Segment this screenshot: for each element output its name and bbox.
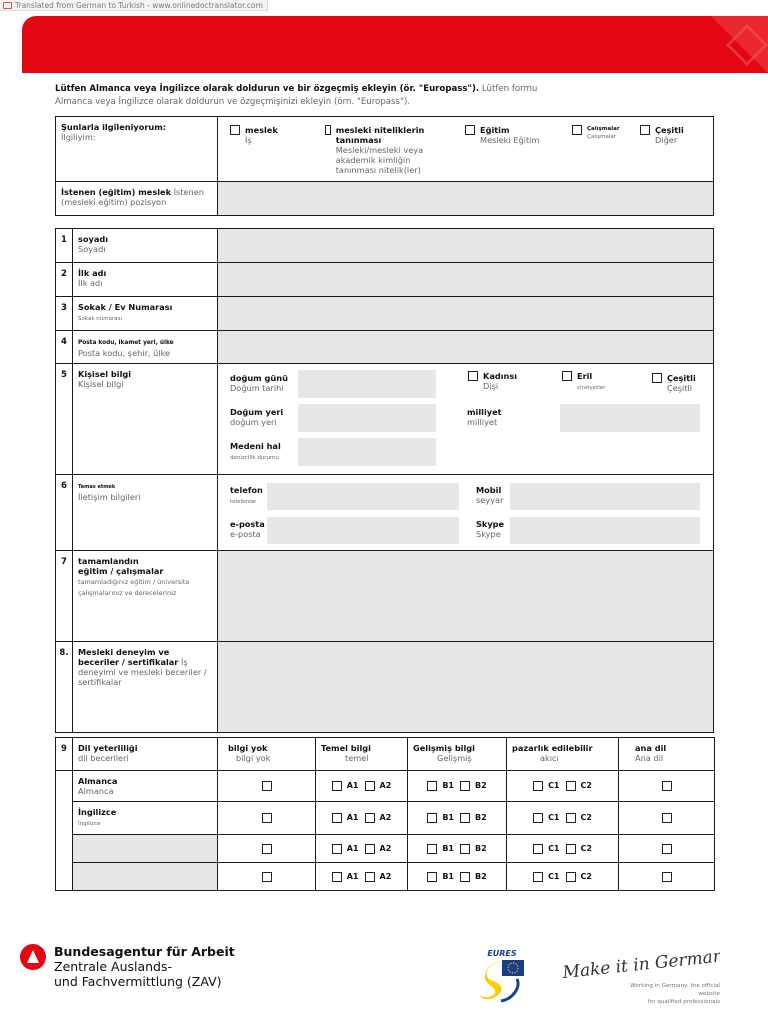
ba-line-3: und Fachvermittlung (ZAV) [54, 974, 222, 989]
language-bold: Dil yeterliliği [78, 743, 138, 753]
b1-checkbox[interactable] [427, 781, 437, 791]
desired-gray: İstenen (mesleki eğitim) pozisyon [61, 187, 204, 207]
no-knowledge-checkbox[interactable] [262, 781, 272, 791]
c2-label: C2 [580, 813, 592, 822]
option-female[interactable] [468, 371, 517, 391]
option-studies[interactable] [572, 125, 632, 141]
c2-checkbox[interactable] [566, 781, 576, 791]
a1-label: A1 [346, 813, 359, 822]
phone-gray: telefonlar [230, 499, 257, 505]
language-english-bold: İngilizce [78, 807, 117, 817]
b1-checkbox[interactable] [427, 813, 437, 823]
b2-checkbox[interactable] [460, 813, 470, 823]
intro-gray-1: Lütfen formu [479, 84, 538, 94]
b1-label: B1 [442, 781, 454, 790]
dob-gray: Doğum tarihi [230, 383, 284, 393]
skype-label: Skype [476, 519, 505, 529]
b2-checkbox[interactable] [460, 844, 470, 854]
phone-field[interactable] [267, 483, 459, 510]
a2-checkbox[interactable] [365, 872, 375, 882]
education-bold-1: tamamlandın [78, 556, 139, 566]
no-knowledge-checkbox[interactable] [262, 813, 272, 823]
language-label [73, 738, 218, 771]
language-name [73, 802, 218, 835]
personal-gray: Kişisel bilgi [78, 379, 124, 389]
language-row [56, 771, 715, 802]
contact-bold: Temas etmek [78, 484, 116, 490]
header-native-bold: ana dil [635, 743, 667, 753]
pob-field[interactable] [298, 404, 436, 432]
nationality-label: milliyet [467, 407, 502, 417]
female-checkbox[interactable] [468, 371, 478, 381]
dob-label: doğum günü [230, 373, 288, 383]
a2-checkbox[interactable] [365, 781, 375, 791]
marital-field[interactable] [298, 438, 436, 466]
native-checkbox[interactable] [662, 781, 672, 791]
postcode-gray: Posta kodu, şehir, ülke [78, 348, 171, 358]
male-checkbox[interactable] [562, 371, 572, 381]
option-male[interactable] [562, 371, 605, 393]
b2-label: B2 [475, 781, 487, 790]
row-number: 2 [56, 263, 73, 297]
b1-checkbox[interactable] [427, 872, 437, 882]
b2-label: B2 [475, 813, 487, 822]
ba-line-2: Zentrale Auslands- [54, 959, 173, 974]
b2-label: B2 [475, 871, 487, 881]
c1-checkbox[interactable] [533, 844, 543, 854]
language-row [56, 835, 715, 863]
row-number: 5 [56, 364, 73, 475]
translator-icon [3, 2, 12, 9]
a2-label: A2 [379, 781, 392, 790]
c1-checkbox[interactable] [533, 781, 543, 791]
experience-gray: İş deneyimi ve mesleki beceriler / sertifikalar [78, 657, 207, 687]
interest-options [218, 117, 714, 182]
c1-label: C1 [548, 813, 560, 822]
skype-field[interactable] [510, 517, 700, 544]
header-none [218, 738, 316, 771]
a1-label: A1 [346, 871, 359, 881]
marital-label: Medeni hal [230, 441, 281, 451]
header-fluent [507, 738, 619, 771]
language-row [56, 802, 715, 835]
studies-label-gray: Çalışmalar [587, 134, 617, 140]
interest-label-gray: İlgiliyim: [61, 132, 96, 142]
postcode-field[interactable] [218, 331, 714, 364]
make-it-in-germany-logo [560, 942, 720, 1005]
header-advanced [408, 738, 507, 771]
mig-script: Make it in Germany [561, 945, 720, 982]
male-label: Eril [577, 371, 593, 381]
c2-checkbox[interactable] [566, 844, 576, 854]
firstname-field[interactable] [218, 263, 714, 297]
b1-label: B1 [442, 843, 454, 853]
no-knowledge-checkbox[interactable] [262, 872, 272, 882]
c1-label: C1 [548, 871, 560, 881]
row-number: 7 [56, 551, 73, 642]
c2-checkbox[interactable] [566, 813, 576, 823]
firstname-label [73, 263, 218, 297]
mobile-label: Mobil [476, 485, 502, 495]
language-name-field[interactable] [73, 863, 218, 891]
education-field[interactable] [218, 551, 714, 642]
row-number-spacer [56, 771, 73, 891]
training-label-gray: Mesleki Eğitim [480, 135, 540, 145]
personal-table [55, 228, 714, 733]
personal-bold: Kişisel bilgi [78, 369, 132, 379]
other-label: Çeşitli [655, 125, 684, 135]
option-diverse[interactable] [652, 373, 696, 393]
email-gray: e-posta [230, 529, 261, 539]
c1-checkbox[interactable] [533, 872, 543, 882]
intro-gray-2: Almanca veya İngilizce olarak doldurun ve özgeçmişinizi ekleyin (örn. "Europass"). [55, 96, 411, 107]
a1-checkbox[interactable] [332, 781, 342, 791]
nationality-field[interactable] [560, 404, 700, 432]
header-advanced-gray: Gelişmiş [437, 753, 472, 763]
interest-label-cell [56, 117, 218, 182]
email-label: e-posta [230, 519, 265, 529]
b2-label: B2 [475, 843, 487, 853]
dob-field[interactable] [298, 370, 436, 398]
desired-bold: İstenen (eğitim) meslek [61, 187, 172, 197]
street-gray: Sokak numarası [78, 316, 122, 322]
a2-checkbox[interactable] [365, 813, 375, 823]
header-native [619, 738, 715, 771]
header-native-gray: Ana dil [635, 753, 664, 763]
diverse-label: Çeşitli [667, 373, 696, 383]
c2-checkbox[interactable] [566, 872, 576, 882]
nationality-gray: milliyet [467, 417, 498, 427]
studies-checkbox[interactable] [572, 125, 582, 135]
a1-checkbox[interactable] [332, 813, 342, 823]
surname-field[interactable] [218, 229, 714, 263]
education-label [73, 551, 218, 642]
recognition-label: mesleki niteliklerin tanınması [335, 125, 425, 145]
personal-details [218, 364, 714, 475]
native-checkbox[interactable] [662, 844, 672, 854]
language-gray: dil becerileri [78, 753, 129, 763]
header-basic [316, 738, 408, 771]
training-label: Eğitim [480, 125, 510, 135]
postcode-label [73, 331, 218, 364]
row-number: 1 [56, 229, 73, 263]
experience-field[interactable] [218, 642, 714, 733]
language-name [73, 771, 218, 802]
pob-label: Doğum yeri [230, 407, 284, 417]
contact-label [73, 475, 218, 551]
language-row [56, 863, 715, 891]
a2-label: A2 [379, 813, 392, 822]
language-name-field[interactable] [73, 835, 218, 863]
mig-tagline-2: for qualified professionals [647, 999, 720, 1005]
recognition-label-gray: Mesleki/mesleki veya akademik kimliğin tanınması nitelik(ler) [335, 145, 424, 175]
mobile-gray: seyyar [476, 495, 504, 505]
intro-text [55, 83, 715, 108]
row-number: 4 [56, 331, 73, 364]
no-knowledge-checkbox[interactable] [262, 844, 272, 854]
street-bold: Sokak / Ev Numarası [78, 302, 173, 312]
street-field[interactable] [218, 297, 714, 331]
experience-label [73, 642, 218, 733]
b2-checkbox[interactable] [460, 872, 470, 882]
c2-label: C2 [580, 843, 592, 853]
diverse-checkbox[interactable] [652, 373, 662, 383]
other-label-gray: Diğer [655, 135, 678, 145]
language-german-bold: Almanca [78, 776, 118, 786]
ba-logo [20, 944, 235, 989]
interest-table [55, 116, 714, 216]
interest-label: Şunlarla ilgileniyorum: [61, 122, 167, 132]
header-none-bold: bilgi yok [228, 743, 268, 753]
recognition-checkbox[interactable] [325, 125, 331, 135]
female-label: Kadınsı [483, 371, 518, 381]
c1-checkbox[interactable] [533, 813, 543, 823]
female-gray: Dişi [483, 381, 499, 391]
male-gray: cinsiyetler [577, 385, 606, 391]
header-fluent-bold: pazarlık edilebilir [512, 743, 593, 753]
option-training[interactable] [465, 125, 560, 145]
mig-tagline-1: Working in Germany: the official website [630, 983, 720, 997]
option-other[interactable] [640, 125, 710, 145]
eures-logo [477, 947, 527, 1003]
marital-gray: denizcilik durumu [230, 455, 279, 461]
row-number: 9 [56, 738, 73, 771]
education-gray: tamamladığınız eğitim / üniversite çalışmalarınız ve dereceleriniz [78, 578, 190, 597]
mobile-field[interactable] [510, 483, 700, 510]
header-basic-gray: temel [345, 753, 369, 763]
translation-notice-text[interactable]: Translated from German to Turkish - www.onlinedoctranslator.com [15, 0, 263, 10]
eu-flag-icon [502, 960, 524, 976]
firstname-gray: İlk adı [78, 278, 103, 288]
header-fluent-gray: akıcı [540, 753, 559, 763]
a2-checkbox[interactable] [365, 844, 375, 854]
diverse-gray: Çeşitli [667, 383, 693, 393]
skype-gray: Skype [476, 529, 501, 539]
contact-gray: İletişim bilgileri [78, 492, 141, 502]
other-checkbox[interactable] [640, 125, 650, 135]
header-banner [22, 16, 768, 73]
header-advanced-bold: Gelişmiş bilgi [413, 743, 475, 753]
c2-label: C2 [580, 871, 592, 881]
c1-label: C1 [548, 781, 560, 790]
studies-label: Çalışmalar [587, 126, 620, 132]
a1-checkbox[interactable] [332, 872, 342, 882]
option-recognition[interactable] [325, 125, 453, 175]
native-checkbox[interactable] [662, 813, 672, 823]
firstname-bold: İlk adı [78, 268, 107, 278]
language-english-gray: İngilizce [78, 821, 101, 827]
intro-bold: Lütfen Almanca veya İngilizce olarak doldurun ve bir özgeçmiş ekleyin (ör. "Europass"). [55, 84, 480, 94]
row-number: 6 [56, 475, 73, 551]
eures-swoosh [479, 961, 503, 999]
ba-title: Bundesagentur für Arbeit [54, 944, 235, 959]
header-basic-bold: Temel bilgi [321, 743, 371, 753]
experience-bold: Mesleki deneyim ve beceriler / sertifikalar [78, 647, 179, 667]
eures-text: EURES [487, 949, 517, 958]
contact-details [218, 475, 714, 551]
language-german-gray: Almanca [78, 786, 114, 796]
email-field[interactable] [267, 517, 459, 544]
c2-label: C2 [580, 781, 592, 790]
job-label: meslek [245, 125, 278, 135]
job-label-gray: İş [245, 135, 252, 145]
header-none-gray: bilgi yok [236, 753, 271, 763]
a1-checkbox[interactable] [332, 844, 342, 854]
desired-occupation-label [56, 182, 218, 216]
option-job[interactable] [230, 125, 310, 145]
personal-label [73, 364, 218, 475]
a1-label: A1 [346, 843, 359, 853]
translation-notice[interactable] [0, 0, 268, 11]
postcode-bold: Posta kodu, ikamet yeri, ülke [78, 340, 174, 346]
b2-checkbox[interactable] [460, 781, 470, 791]
row-number: 3 [56, 297, 73, 331]
phone-label: telefon [230, 485, 263, 495]
ba-logo-icon [20, 944, 46, 970]
native-checkbox[interactable] [662, 872, 672, 882]
surname-bold: soyadı [78, 234, 109, 244]
education-bold-2: eğitim / çalışmalar [78, 566, 164, 576]
b1-label: B1 [442, 813, 454, 822]
desired-occupation-field[interactable] [218, 182, 714, 216]
language-table [55, 737, 715, 891]
a1-label: A1 [346, 781, 359, 790]
b1-checkbox[interactable] [427, 844, 437, 854]
row-number: 8. [56, 642, 73, 733]
surname-gray: Soyadı [78, 244, 106, 254]
mig-signature-icon [560, 942, 720, 982]
street-label [73, 297, 218, 331]
a2-label: A2 [379, 871, 392, 881]
surname-label [73, 229, 218, 263]
training-checkbox[interactable] [465, 125, 475, 135]
job-checkbox[interactable] [230, 125, 240, 135]
a2-label: A2 [379, 843, 392, 853]
pob-gray: doğum yeri [230, 417, 277, 427]
b1-label: B1 [442, 871, 454, 881]
c1-label: C1 [548, 843, 560, 853]
